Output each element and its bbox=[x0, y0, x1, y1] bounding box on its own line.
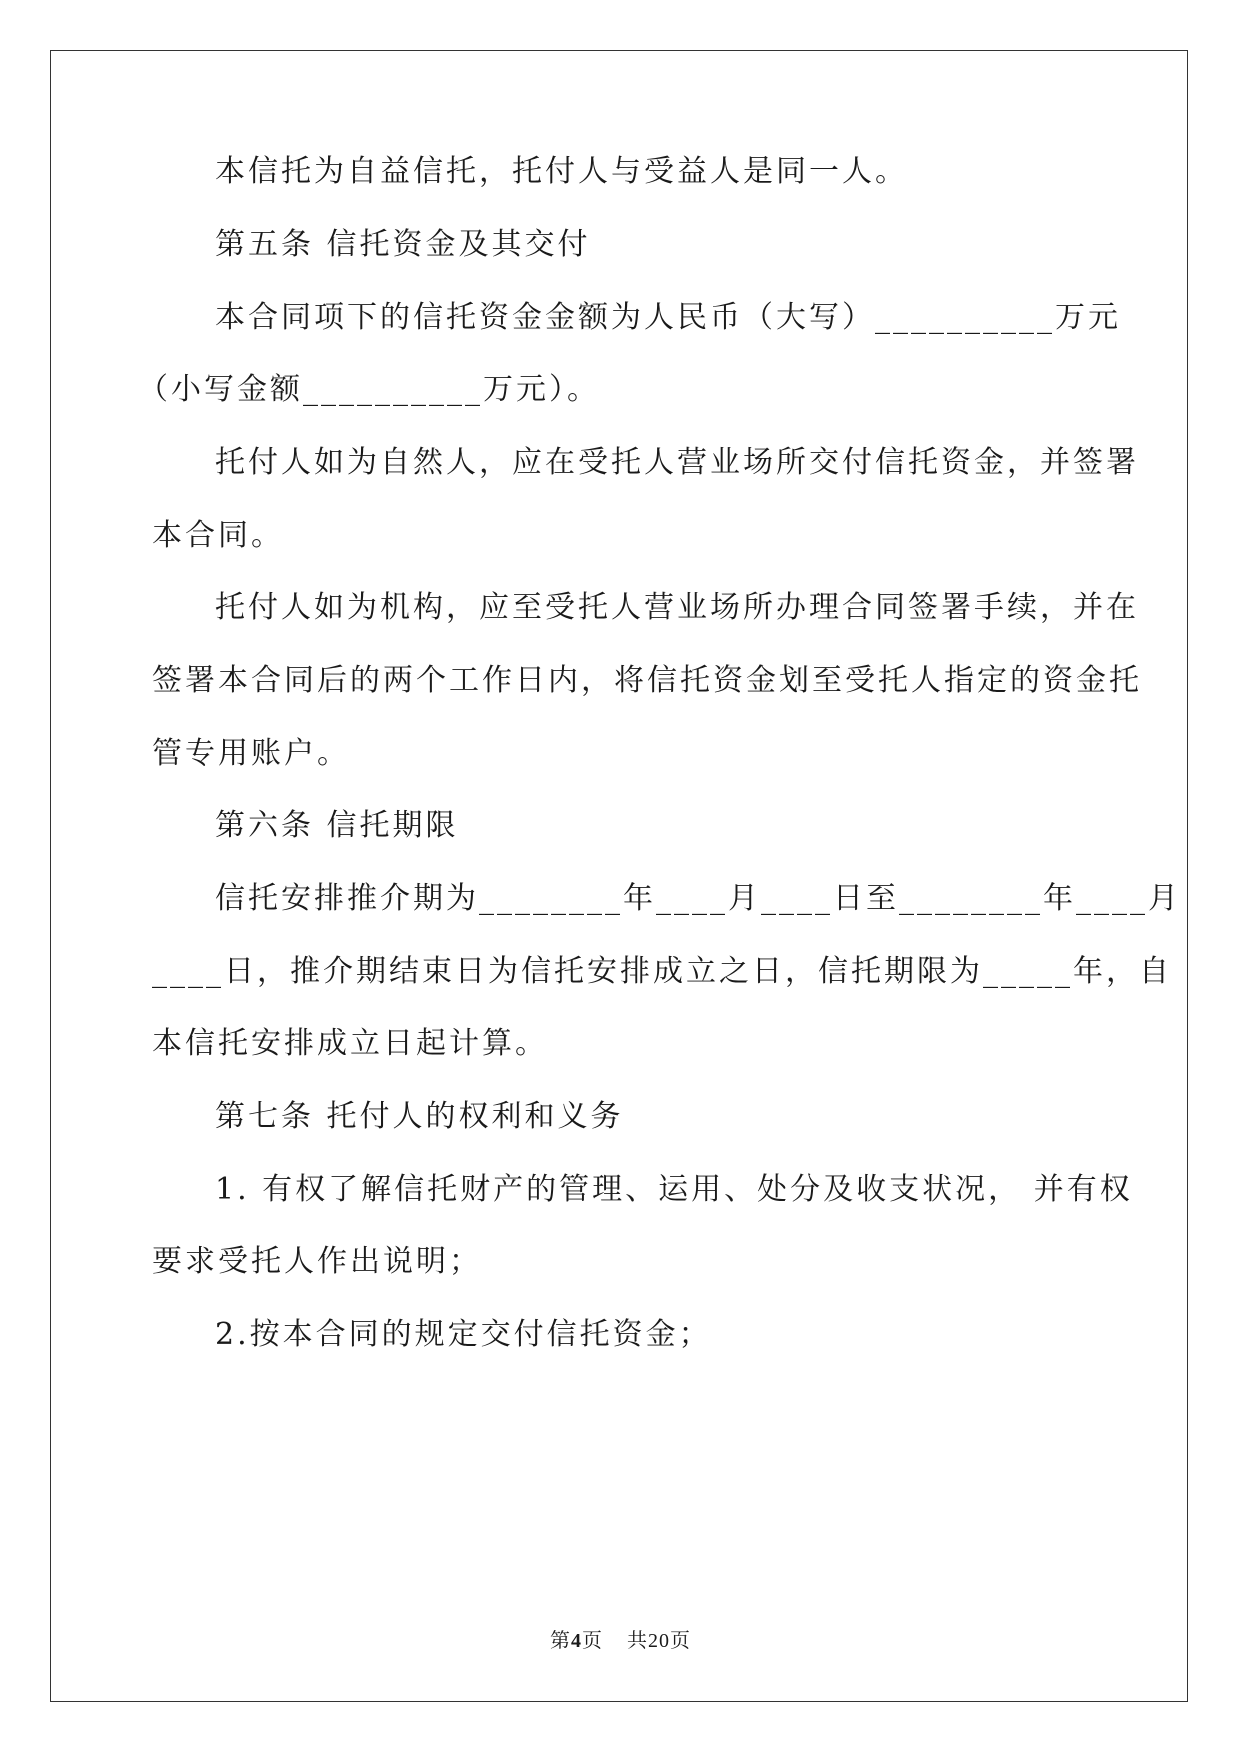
section-heading-7: 第七条 托付人的权利和义务 bbox=[215, 1099, 624, 1134]
page-number: 4 bbox=[571, 1630, 582, 1652]
list-item: 1. 有权了解信托财产的管理、运用、处分及收支状况， 并有权 bbox=[215, 1172, 1133, 1207]
paragraph-line: 管专用账户。 bbox=[152, 736, 350, 771]
page-suffix: 页 bbox=[582, 1630, 603, 1652]
total-pages: 20 bbox=[648, 1630, 670, 1652]
paragraph-line: 本合同。 bbox=[152, 518, 284, 553]
paragraph-line: 信托安排推介期为________年____月____日至________年____月 bbox=[215, 881, 1181, 916]
paragraph-line: 托付人如为自然人，应在受托人营业场所交付信托资金，并签署 bbox=[215, 445, 1139, 480]
paragraph-line: （小写金额__________万元）。 bbox=[138, 372, 600, 407]
paragraph-line: 本合同项下的信托资金金额为人民币（大写）__________万元 bbox=[215, 300, 1121, 335]
paragraph-line: 托付人如为机构，应至受托人营业场所办理合同签署手续，并在 bbox=[215, 590, 1139, 625]
section-heading-6: 第六条 信托期限 bbox=[215, 808, 459, 843]
list-item-continuation: 要求受托人作出说明； bbox=[152, 1244, 482, 1279]
paragraph-line: 本信托安排成立日起计算。 bbox=[152, 1026, 548, 1061]
paragraph-line: ____日，推介期结束日为信托安排成立之日，信托期限为_____年，自 bbox=[152, 954, 1172, 989]
total-suffix: 页 bbox=[670, 1630, 691, 1652]
page-prefix: 第 bbox=[550, 1630, 571, 1652]
paragraph-line: 签署本合同后的两个工作日内，将信托资金划至受托人指定的资金托 bbox=[152, 663, 1142, 698]
list-item: 2.按本合同的规定交付信托资金； bbox=[215, 1317, 712, 1352]
paragraph-line: 本信托为自益信托，托付人与受益人是同一人。 bbox=[215, 154, 908, 189]
section-heading-5: 第五条 信托资金及其交付 bbox=[215, 227, 591, 262]
page-footer bbox=[0, 1628, 1241, 1654]
total-prefix: 共 bbox=[627, 1630, 648, 1652]
